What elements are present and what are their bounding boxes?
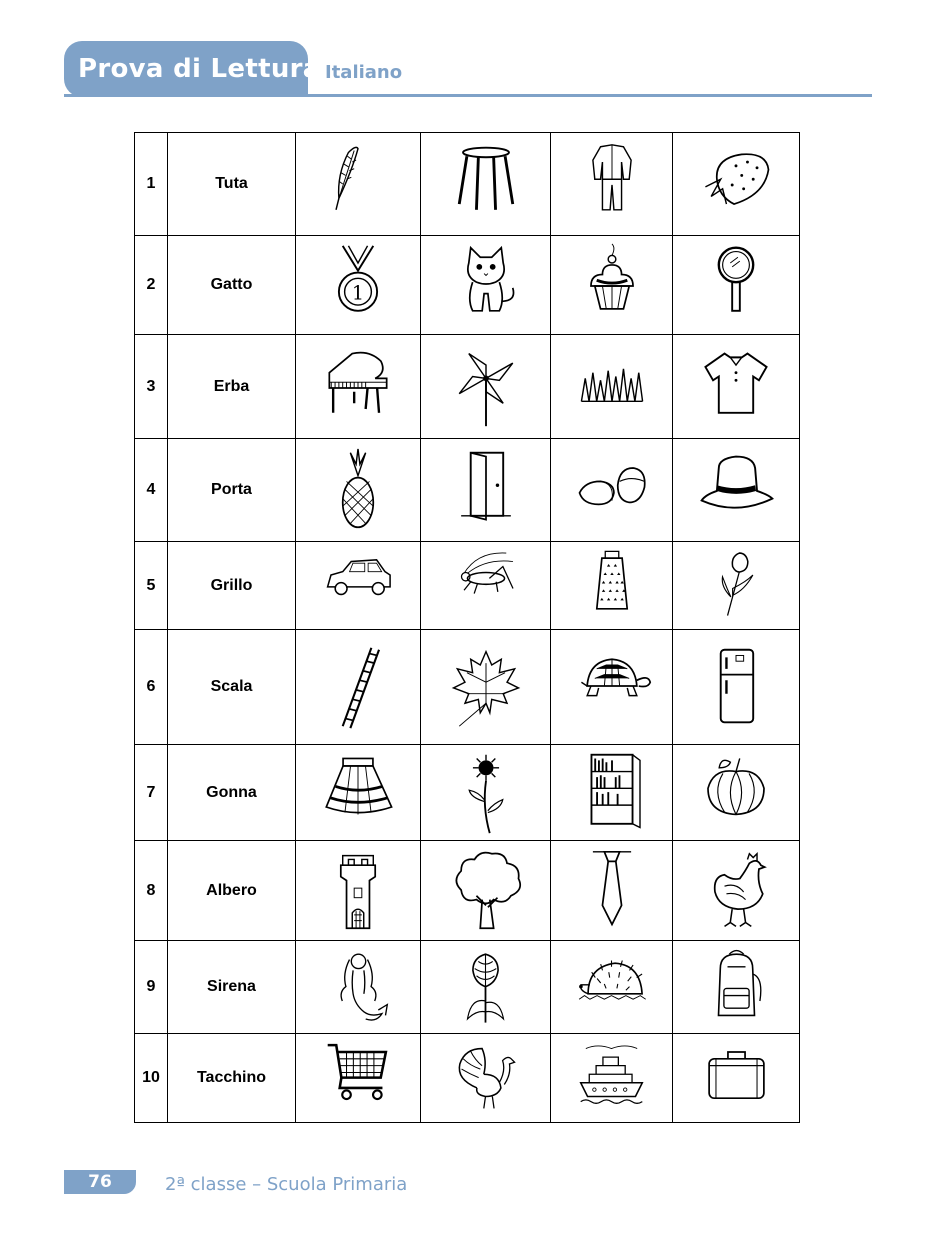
table-row xyxy=(135,439,800,542)
grand-piano-icon xyxy=(315,344,401,430)
table-row xyxy=(135,841,800,941)
row-number: 10 xyxy=(135,1034,168,1123)
footer-text: 2ª classe – Scuola Primaria xyxy=(165,1174,408,1195)
subject-label: Italiano xyxy=(325,62,403,83)
picture-option[interactable] xyxy=(551,630,673,745)
page-title: Prova di Lettura xyxy=(78,54,321,84)
picture-option[interactable] xyxy=(673,630,800,745)
picture-option[interactable] xyxy=(296,745,421,841)
hazelnuts-icon xyxy=(569,447,655,533)
row-number: 5 xyxy=(135,542,168,630)
table-row xyxy=(135,236,800,335)
ladder-icon xyxy=(315,644,401,730)
target-word: Grillo xyxy=(168,542,296,630)
mermaid-icon xyxy=(318,947,399,1028)
picture-option[interactable] xyxy=(673,439,800,542)
row-number: 9 xyxy=(135,941,168,1034)
turkey-icon xyxy=(447,1040,524,1117)
picture-option[interactable] xyxy=(296,941,421,1034)
picture-option[interactable] xyxy=(421,1034,551,1123)
necktie-icon xyxy=(569,848,655,934)
picture-option[interactable] xyxy=(673,542,800,630)
suitcase-icon xyxy=(698,1040,775,1117)
grass-icon xyxy=(569,344,655,430)
tower-icon xyxy=(315,848,401,934)
picture-option[interactable] xyxy=(421,841,551,941)
table-row xyxy=(135,630,800,745)
ship-icon xyxy=(573,1040,650,1117)
picture-option[interactable] xyxy=(421,439,551,542)
table-row xyxy=(135,133,800,236)
cricket-icon xyxy=(448,548,524,624)
picture-option[interactable] xyxy=(421,236,551,335)
picture-option[interactable] xyxy=(551,542,673,630)
tulip-icon xyxy=(698,548,774,624)
grater-icon xyxy=(574,548,650,624)
row-number: 3 xyxy=(135,335,168,439)
row-number: 8 xyxy=(135,841,168,941)
picture-option[interactable] xyxy=(551,335,673,439)
target-word: Tuta xyxy=(168,133,296,236)
row-number: 2 xyxy=(135,236,168,335)
picture-option[interactable] xyxy=(421,941,551,1034)
picture-option[interactable] xyxy=(421,335,551,439)
target-word: Sirena xyxy=(168,941,296,1034)
picture-option[interactable] xyxy=(673,236,800,335)
cupcake-icon xyxy=(569,242,655,328)
target-word: Albero xyxy=(168,841,296,941)
picture-option[interactable] xyxy=(551,133,673,236)
picture-option[interactable] xyxy=(296,542,421,630)
refrigerator-icon xyxy=(693,644,779,730)
stool-icon xyxy=(443,141,529,227)
car-icon xyxy=(320,548,396,624)
picture-option[interactable] xyxy=(421,542,551,630)
target-word: Scala xyxy=(168,630,296,745)
target-word: Tacchino xyxy=(168,1034,296,1123)
hedgehog-icon xyxy=(571,947,652,1028)
picture-option[interactable] xyxy=(296,841,421,941)
artichoke-icon xyxy=(445,947,526,1028)
picture-option[interactable] xyxy=(673,941,800,1034)
target-word: Gatto xyxy=(168,236,296,335)
strawberry-icon xyxy=(693,141,779,227)
row-number: 7 xyxy=(135,745,168,841)
tortoise-icon xyxy=(569,644,655,730)
medal-icon xyxy=(315,242,401,328)
page-number-badge: 76 xyxy=(64,1170,136,1194)
tracksuit-icon xyxy=(569,141,655,227)
reading-test-table xyxy=(134,132,800,1123)
target-word: Porta xyxy=(168,439,296,542)
target-word: Gonna xyxy=(168,745,296,841)
picture-option[interactable] xyxy=(673,133,800,236)
picture-option[interactable] xyxy=(296,133,421,236)
picture-option[interactable] xyxy=(673,335,800,439)
picture-option[interactable] xyxy=(551,236,673,335)
hat-icon xyxy=(693,447,779,533)
table-row xyxy=(135,335,800,439)
backpack-icon xyxy=(696,947,777,1028)
picture-option[interactable] xyxy=(673,1034,800,1123)
picture-option[interactable] xyxy=(296,335,421,439)
picture-option[interactable] xyxy=(296,1034,421,1123)
table-row xyxy=(135,941,800,1034)
svg-text:1: 1 xyxy=(351,281,365,305)
header-divider xyxy=(64,94,872,97)
picture-option[interactable] xyxy=(551,841,673,941)
pinwheel-icon xyxy=(443,344,529,430)
picture-option[interactable] xyxy=(421,630,551,745)
pumpkin-icon xyxy=(694,751,778,835)
hen-icon xyxy=(693,848,779,934)
feather-icon xyxy=(315,141,401,227)
picture-option[interactable] xyxy=(421,745,551,841)
picture-option[interactable] xyxy=(673,745,800,841)
picture-option[interactable] xyxy=(551,1034,673,1123)
picture-option[interactable] xyxy=(296,439,421,542)
skirt-icon xyxy=(316,751,400,835)
door-icon xyxy=(443,447,529,533)
shirt-icon xyxy=(693,344,779,430)
picture-option[interactable] xyxy=(296,236,421,335)
magnifying-glass-icon xyxy=(693,242,779,328)
picture-option[interactable] xyxy=(673,841,800,941)
picture-option[interactable] xyxy=(551,439,673,542)
picture-option[interactable] xyxy=(296,630,421,745)
table-row xyxy=(135,542,800,630)
maple-leaf-icon xyxy=(443,644,529,730)
tree-icon xyxy=(443,848,529,934)
row-number: 6 xyxy=(135,630,168,745)
bookcase-icon xyxy=(570,751,654,835)
row-number: 4 xyxy=(135,439,168,542)
picture-option[interactable] xyxy=(421,133,551,236)
shopping-cart-icon xyxy=(320,1040,397,1117)
pineapple-icon xyxy=(315,447,401,533)
sunflower-icon xyxy=(444,751,528,835)
kitten-icon xyxy=(443,242,529,328)
row-number: 1 xyxy=(135,133,168,236)
picture-option[interactable] xyxy=(551,745,673,841)
table-row xyxy=(135,1034,800,1123)
target-word: Erba xyxy=(168,335,296,439)
picture-option[interactable] xyxy=(551,941,673,1034)
table-row xyxy=(135,745,800,841)
